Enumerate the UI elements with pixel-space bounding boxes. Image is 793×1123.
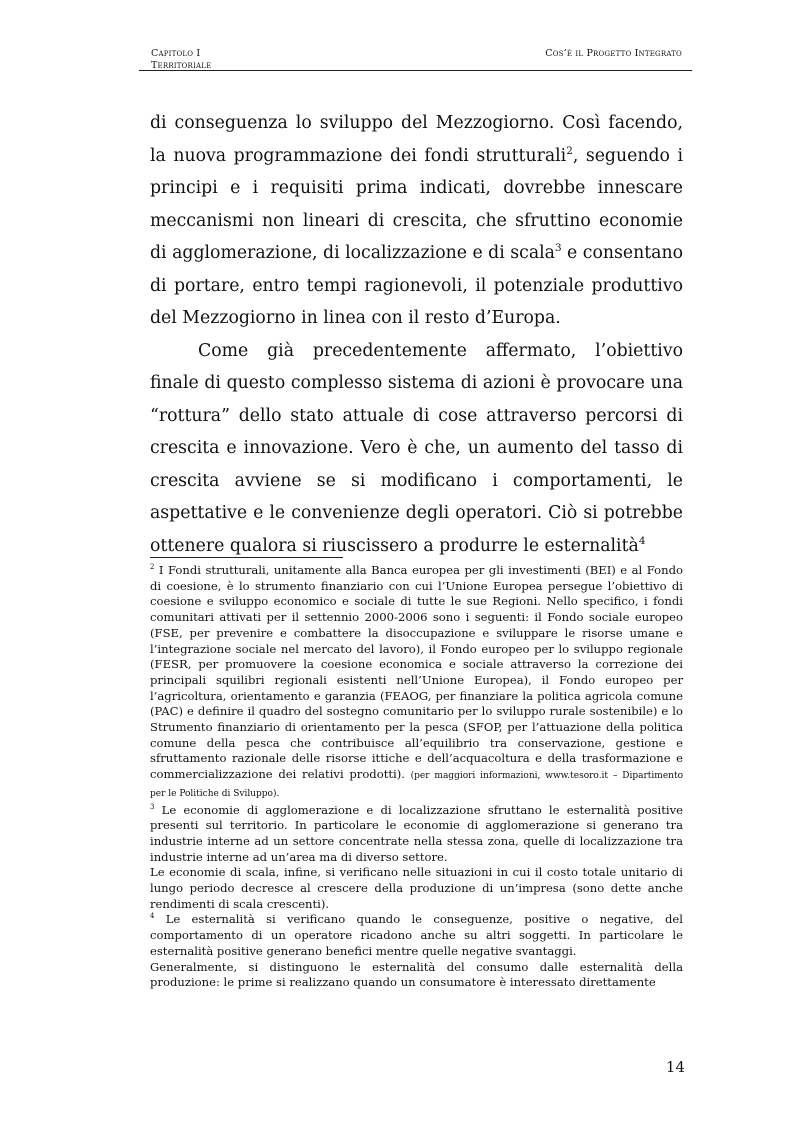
footnote-2-text: I Fondi strutturali, unitamente alla Banca europea per gli investimenti (BEI) e al Fondo di coesione, è lo strumento finanziario con cui l’Unione Europea persegue l’obiettivo di coesione e sviluppo economico e sociale di tutte le sue Regioni. Nello specifico, i fondi comunitari attivati per il settennio 2000-2006 sono i seguenti: il Fondo sociale europeo (FSE, per prevenire e combattere la disoccupazione e sviluppare le risorse umane e l’integrazione sociale nel mercato del lavoro), il Fondo europeo per lo sviluppo regionale (FESR, per promuovere la coesione economica e sociale attraverso la correzione dei principali squilibri regionali esistenti nell’Unione Europea), il Fondo europeo per l’agricoltura, orientamento e garanzia (FEAOG, per finanziare la politica agricola comune (PAC) e definire il quadro del sostegno comunitario per lo sviluppo rurale sostenibile) e lo Strumento finanziario di orientamento per la pesca (SFOP, per l’attuazione della politica comune della pesca che contribuisce all’equilibrio tra conservazione, gestione e sfruttamento razionale delle risorse ittiche e dell’acquacoltura e della trasformazione e commercializzazione dei relativi prodotti). xyxy=(150,563,683,782)
running-header xyxy=(139,44,692,71)
footnote-3-continued: Le economie di scala, infine, si verificano nelle situazioni in cui il costo totale unitario di lungo periodo decresce al crescere della produzione di un’impresa (sono dette anche rendimenti di scala crescenti). xyxy=(150,865,683,911)
footnote-ref-2[interactable]: 2 xyxy=(566,144,573,157)
footnote-2-source: (per maggiori informazioni, www.tesoro.it – Dipartimento per le Politiche di Sviluppo). xyxy=(150,771,683,799)
paragraph-2-text-a: Come già precedentemente affermato, l’obiettivo finale di questo complesso sistema di azioni è provocare una “rottura” dello stato attuale di cose attraverso percorsi di crescita e innovazione. Vero è che, un aumento del tasso di crescita avviene se si modificano i comportamenti, le aspettative e le convenienze degli operatori. Ciò si potrebbe ottenere qualora si riuscissero a produrre le esternalità xyxy=(150,340,683,556)
footnotes xyxy=(150,563,683,991)
footnote-separator xyxy=(150,557,343,558)
footnote-4-continued: Generalmente, si distinguono le esternalità del consumo dalle esternalità della produzione: le prime si realizzano quando un consumatore è interessato direttamente xyxy=(150,959,683,990)
footnote-2-marker: 2 xyxy=(150,563,155,572)
paragraph-1 xyxy=(150,107,683,335)
footnote-2 xyxy=(150,563,683,803)
page-number: 14 xyxy=(665,1058,685,1076)
footnote-ref-3[interactable]: 3 xyxy=(554,242,562,255)
paragraph-1-text-a: di conseguenza lo sviluppo del Mezzogiorno. Così facendo, la nuova programmazione dei fondi strutturali xyxy=(150,113,683,166)
footnote-3 xyxy=(150,803,683,866)
footnote-4-marker: 4 xyxy=(150,912,155,921)
header-section-title: Cos’è il Progetto Integrato xyxy=(545,48,682,59)
header-chapter-line2: Territoriale xyxy=(151,60,212,71)
footnote-3-marker: 3 xyxy=(150,802,155,811)
paragraph-1-text-c: e consentano di portare, entro tempi ragionevoli, il potenziale produttivo del Mezzogiorno in linea con il resto d’Europa. xyxy=(150,243,683,328)
footnote-4-text: Le esternalità si verificano quando le conseguenze, positive o negative, del comportamento di un operatore ricadono anche su altri soggetti. In particolare le esternalità positive generano benefici mentre quelle negative svantaggi. xyxy=(150,912,683,958)
main-text xyxy=(150,107,683,562)
footnote-ref-4[interactable]: 4 xyxy=(638,534,646,547)
paragraph-1-text-b: , seguendo i principi e i requisiti prima indicati, dovrebbe innescare meccanismi non lineari di crescita, che sfruttino economie di agglomerazione, di localizzazione e di scala xyxy=(150,145,684,263)
header-chapter-line1: Capitolo I xyxy=(151,48,201,59)
header-chapter xyxy=(151,48,211,72)
paragraph-2 xyxy=(150,335,683,563)
footnote-4 xyxy=(150,912,683,959)
footnote-3-text: Le economie di agglomerazione e di localizzazione sfruttano le esternalità positive presenti sul territorio. In particolare le economie di agglomerazione si generano tra industrie interne ad un settore concentrate nella stessa zona, quelle di localizzazione tra industrie interne ad un’area ma di diverso settore. xyxy=(150,802,683,864)
